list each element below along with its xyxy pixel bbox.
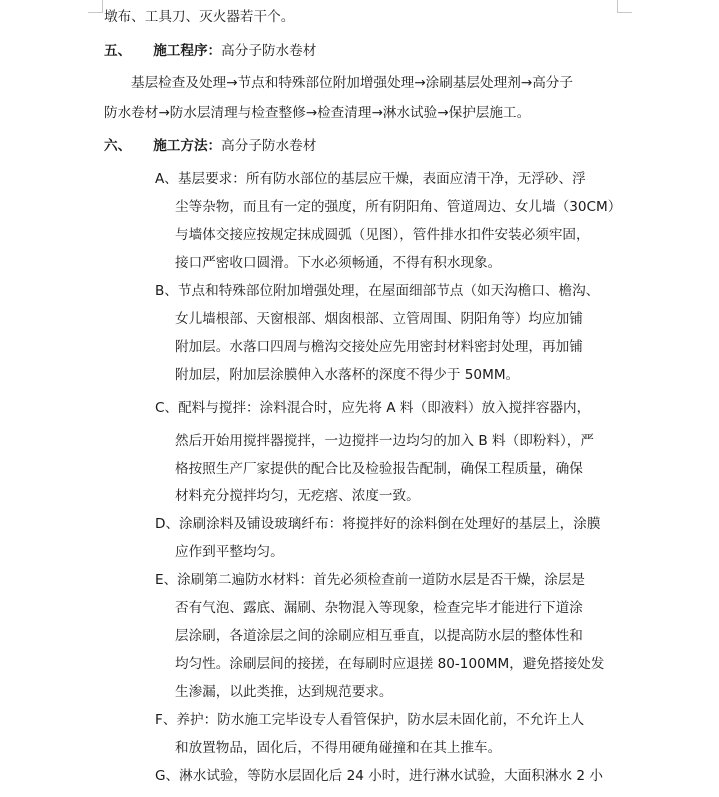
section6-title: 施工方法： [153,138,222,154]
page-corner-mark-right [617,0,632,13]
item-b-line: B、节点和特殊部位附加增强处理，在屋面细部节点（如天沟檐口、檐沟、 [155,283,600,299]
item-b-line: 附加层。水落口四周与檐沟交接处应先用密封材料密封处理，再加铺 [175,339,583,355]
item-b-line: 女儿墙根部、天窗根部、烟囱根部、立管周围、阴阳角等）均应加铺 [175,311,583,327]
item-e-line: 否有气泡、露底、漏刷、杂物混入等现象，检查完毕才能进行下道涂 [175,600,583,616]
item-c-line: 材料充分搅拌均匀，无疙瘩、浓度一致。 [175,488,420,504]
item-d-line: 应作到平整均匀。 [175,544,284,560]
item-b-line: 附加层，附加层涂膜伸入水落杯的深度不得少于 50MM。 [175,367,520,383]
section6-heading [104,136,316,156]
item-a-line: 与墙体交接应按规定抹成圆弧（见图），管件排水扣件安装必须牢固， [175,227,590,243]
section5-body-line: 基层检查及处理→节点和特殊部位附加增强处理→涂刷基层处理剂→高分子 [131,75,573,91]
item-e-line: 层涂刷，各道涂层之间的涂刷应相互垂直，以提高防水层的整体性和 [175,628,583,644]
item-c-line: C、配料与搅拌：涂料混合时，应先将 A 料（即液料）放入搅拌容器内， [155,400,591,416]
item-a-line: A、基层要求：所有防水部位的基层应干燥，表面应清干净，无浮砂、浮 [155,171,586,187]
item-e-line: E、涂刷第二遍防水材料：首先必须检查前一道防水层是否干燥，涂层是 [155,572,585,588]
item-e-line: 生渗漏，以此类推，达到规范要求。 [175,684,393,700]
item-g-line: G、淋水试验，等防水层固化后 24 小时，进行淋水试验，大面积淋水 2 小 [155,768,603,784]
section5-number: 五、 [104,43,132,59]
item-c-line: 然后开始用搅拌器搅拌，一边搅拌一边均匀的加入 B 料（即粉料），严 [175,433,594,449]
section5-body-line: 防水卷材→防水层清理与检查整修→检查清理→淋水试验→保护层施工。 [104,105,531,121]
item-f-line: F、养护：防水施工完毕设专人看管保护，防水层未固化前，不允许上人 [155,712,585,728]
item-d-line: D、涂刷涂料及铺设玻璃纤布：将搅拌好的涂料倒在处理好的基层上，涂膜 [155,516,601,532]
section6-number: 六、 [104,138,132,154]
top-line: 墩布、工具刀、灭火器若干个。 [104,9,295,25]
section5-title: 施工程序： [153,43,222,59]
item-f-line: 和放置物品，固化后，不得用硬角碰撞和在其上推车。 [175,740,502,756]
section6-subtitle: 高分子防水卷材 [221,138,317,154]
item-e-line: 均匀性。涂刷层间的接搓，在每刷时应退搓 80-100MM，避免搭接处发 [175,656,605,672]
item-c-line: 格按照生产厂家提供的配合比及检验报告配制，确保工程质量，确保 [175,461,583,477]
page-corner-mark-left [88,0,103,13]
section5-subtitle: 高分子防水卷材 [221,43,317,59]
item-a-line: 尘等杂物，而且有一定的强度，所有阴阳角、管道周边、女儿墙（30CM） [175,199,622,215]
item-a-line: 接口严密收口圆滑。下水必须畅通，不得有积水现象。 [175,255,502,271]
section5-heading [104,41,316,61]
